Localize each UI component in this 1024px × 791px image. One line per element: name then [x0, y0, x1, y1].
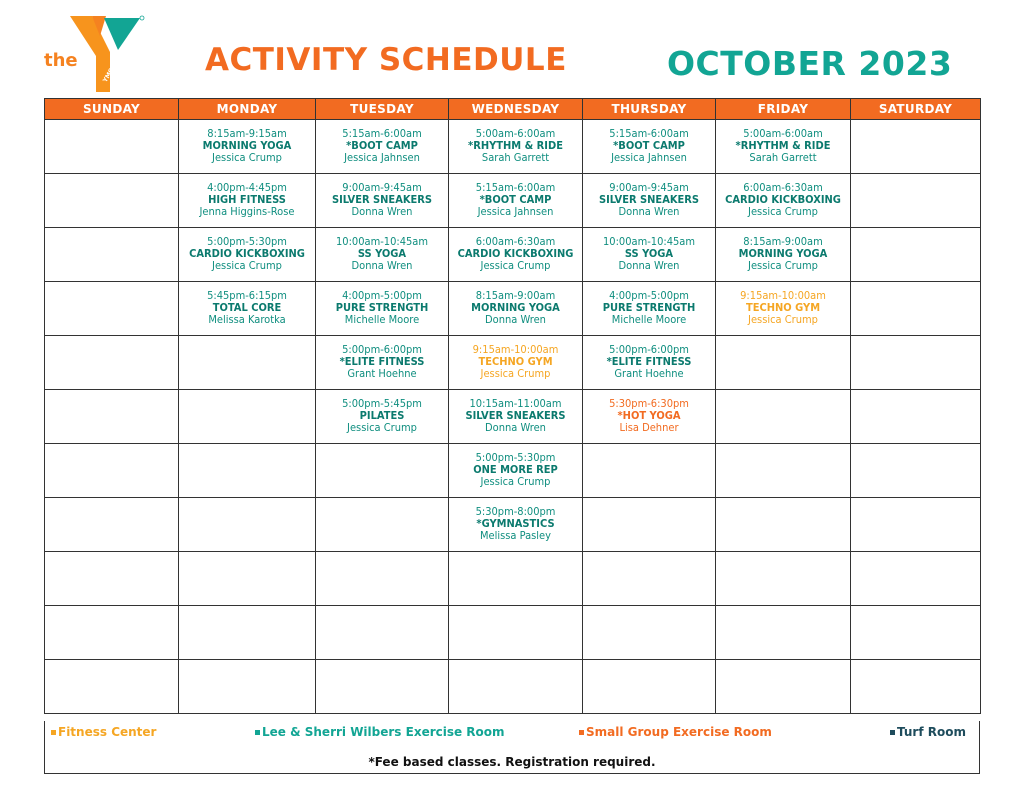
class-name: SILVER SNEAKERS — [331, 193, 433, 206]
schedule-cell-wednesday — [449, 282, 583, 336]
schedule-cell-friday — [716, 282, 851, 336]
schedule-cell-monday — [179, 606, 316, 660]
day-header-friday: FRIDAY — [716, 99, 851, 120]
schedule-cell-thursday — [583, 606, 716, 660]
class-entry — [583, 228, 715, 272]
class-name: PURE STRENGTH — [335, 301, 429, 314]
schedule-cell-saturday — [851, 498, 981, 552]
schedule-cell-tuesday — [316, 660, 449, 714]
class-name: MORNING YOGA — [471, 301, 560, 314]
class-entry — [316, 174, 448, 218]
class-instructor: Jessica Crump — [480, 259, 551, 272]
schedule-cell-saturday — [851, 336, 981, 390]
logo-the-text: the — [44, 50, 78, 71]
schedule-cell-saturday — [851, 228, 981, 282]
schedule-cell-monday — [179, 174, 316, 228]
schedule-cell-tuesday — [316, 552, 449, 606]
class-entry — [583, 336, 715, 380]
class-instructor: Jessica Crump — [347, 421, 417, 434]
schedule-cell-tuesday — [316, 228, 449, 282]
class-time: 5:00pm-5:45pm — [342, 397, 422, 410]
schedule-cell-saturday — [851, 552, 981, 606]
schedule-cell-thursday — [583, 498, 716, 552]
class-instructor: Jenna Higgins-Rose — [199, 205, 295, 218]
schedule-cell-sunday — [45, 498, 179, 552]
class-instructor: Jessica Jahnsen — [611, 151, 687, 164]
legend-square-icon — [890, 730, 895, 735]
class-time: 4:00pm-4:45pm — [207, 181, 287, 194]
schedule-cell-monday — [179, 336, 316, 390]
schedule-cell-sunday — [45, 390, 179, 444]
schedule-cell-sunday — [45, 336, 179, 390]
class-instructor: Donna Wren — [485, 421, 546, 434]
schedule-cell-sunday — [45, 444, 179, 498]
legend-label: Small Group Exercise Room — [586, 725, 772, 739]
class-instructor: Jessica Crump — [212, 259, 282, 272]
class-name: PURE STRENGTH — [602, 301, 696, 314]
schedule-cell-monday — [179, 552, 316, 606]
class-entry — [449, 282, 582, 326]
schedule-footer — [44, 721, 980, 774]
class-instructor: Grant Hoehne — [614, 367, 684, 380]
legend-turf-room — [890, 725, 966, 739]
schedule-row — [45, 660, 981, 714]
class-instructor: Sarah Garrett — [749, 151, 817, 164]
class-time: 5:45pm-6:15pm — [207, 289, 287, 302]
class-instructor: Michelle Moore — [344, 313, 420, 326]
schedule-cell-saturday — [851, 174, 981, 228]
class-time: 9:00am-9:45am — [342, 181, 422, 194]
logo-ymca-small: YMCA — [101, 63, 118, 84]
schedule-cell-friday — [716, 174, 851, 228]
class-time: 4:00pm-5:00pm — [342, 289, 422, 302]
day-header-sunday: SUNDAY — [45, 99, 179, 120]
class-instructor: Jessica Jahnsen — [344, 151, 420, 164]
schedule-row — [45, 552, 981, 606]
schedule-cell-tuesday — [316, 174, 449, 228]
class-entry — [179, 174, 315, 218]
class-time: 10:00am-10:45am — [602, 235, 695, 248]
class-instructor: Jessica Jahnsen — [477, 205, 554, 218]
class-time: 6:00am-6:30am — [743, 181, 823, 194]
class-name: SS YOGA — [624, 247, 674, 260]
class-instructor: Donna Wren — [618, 259, 680, 272]
class-instructor: Donna Wren — [351, 259, 413, 272]
class-name: ONE MORE REP — [473, 463, 558, 476]
schedule-cell-thursday — [583, 336, 716, 390]
class-entry — [449, 336, 582, 380]
class-name: TECHNO GYM — [745, 301, 821, 314]
schedule-cell-thursday — [583, 228, 716, 282]
schedule-cell-sunday — [45, 120, 179, 174]
class-name: MORNING YOGA — [202, 139, 292, 152]
schedule-row — [45, 390, 981, 444]
schedule-row — [45, 282, 981, 336]
class-instructor: Donna Wren — [485, 313, 546, 326]
schedule-cell-friday — [716, 390, 851, 444]
schedule-cell-friday — [716, 120, 851, 174]
class-entry — [583, 282, 715, 326]
class-name: CARDIO KICKBOXING — [725, 193, 841, 206]
schedule-cell-wednesday — [449, 498, 583, 552]
schedule-cell-monday — [179, 120, 316, 174]
legend-fitness-center — [51, 725, 156, 739]
schedule-row — [45, 120, 981, 174]
schedule-cell-wednesday — [449, 444, 583, 498]
class-entry — [716, 282, 850, 326]
schedule-cell-friday — [716, 228, 851, 282]
schedule-cell-tuesday — [316, 336, 449, 390]
schedule-cell-monday — [179, 390, 316, 444]
class-instructor: Jessica Crump — [480, 475, 551, 488]
schedule-row — [45, 444, 981, 498]
class-instructor: Sarah Garrett — [481, 151, 550, 164]
schedule-cell-tuesday — [316, 282, 449, 336]
schedule-cell-tuesday — [316, 390, 449, 444]
class-name: *ELITE FITNESS — [606, 355, 692, 368]
class-name: SILVER SNEAKERS — [465, 409, 566, 422]
schedule-row — [45, 228, 981, 282]
class-name: *BOOT CAMP — [346, 139, 418, 152]
class-time: 5:00pm-6:00pm — [609, 343, 689, 356]
schedule-cell-friday — [716, 552, 851, 606]
schedule-cell-wednesday — [449, 606, 583, 660]
day-header-tuesday: TUESDAY — [316, 99, 449, 120]
class-time: 5:00am-6:00am — [475, 127, 556, 140]
schedule-cell-monday — [179, 444, 316, 498]
schedule-cell-tuesday — [316, 606, 449, 660]
class-instructor: Jessica Crump — [748, 205, 818, 218]
schedule-table — [44, 98, 981, 714]
schedule-cell-sunday — [45, 552, 179, 606]
class-instructor: Donna Wren — [618, 205, 680, 218]
schedule-cell-friday — [716, 606, 851, 660]
class-time: 5:00pm-5:30pm — [207, 235, 287, 248]
class-time: 10:00am-10:45am — [335, 235, 428, 248]
schedule-row — [45, 336, 981, 390]
day-header-saturday: SATURDAY — [851, 99, 981, 120]
class-time: 5:00pm-6:00pm — [342, 343, 422, 356]
class-time: 9:15am-10:00am — [740, 289, 826, 302]
schedule-cell-friday — [716, 498, 851, 552]
class-instructor: Melissa Pasley — [479, 529, 552, 542]
class-time: 5:30pm-6:30pm — [609, 397, 689, 410]
schedule-cell-monday — [179, 282, 316, 336]
class-entry — [583, 174, 715, 218]
class-name: *BOOT CAMP — [613, 139, 685, 152]
class-entry — [179, 228, 315, 272]
class-time: 9:00am-9:45am — [609, 181, 689, 194]
class-name: *GYMNASTICS — [476, 517, 555, 530]
class-instructor: Grant Hoehne — [347, 367, 417, 380]
class-time: 4:00pm-5:00pm — [609, 289, 689, 302]
fee-note: *Fee based classes. Registration required. — [368, 755, 656, 769]
class-entry — [449, 174, 582, 218]
class-instructor: Jessica Crump — [748, 259, 818, 272]
legend-label: Turf Room — [897, 725, 966, 739]
class-entry — [449, 120, 582, 164]
legend-square-icon — [579, 730, 584, 735]
schedule-cell-thursday — [583, 444, 716, 498]
class-instructor: Melissa Karotka — [208, 313, 286, 326]
schedule-cell-sunday — [45, 606, 179, 660]
class-entry — [316, 120, 448, 164]
class-name: SILVER SNEAKERS — [598, 193, 700, 206]
class-time: 8:15am-9:00am — [743, 235, 823, 248]
schedule-cell-sunday — [45, 282, 179, 336]
schedule-row — [45, 174, 981, 228]
schedule-cell-thursday — [583, 120, 716, 174]
class-instructor: Jessica Crump — [212, 151, 282, 164]
schedule-cell-thursday — [583, 552, 716, 606]
schedule-cell-saturday — [851, 606, 981, 660]
class-time: 5:15am-6:00am — [342, 127, 422, 140]
schedule-cell-sunday — [45, 228, 179, 282]
class-instructor: Jessica Crump — [748, 313, 818, 326]
class-instructor: Donna Wren — [351, 205, 413, 218]
schedule-cell-wednesday — [449, 174, 583, 228]
class-time: 5:00pm-5:30pm — [475, 451, 556, 464]
legend-label: Lee & Sherri Wilbers Exercise Room — [262, 725, 505, 739]
schedule-cell-wednesday — [449, 336, 583, 390]
class-name: TECHNO GYM — [478, 355, 553, 368]
class-instructor: Michelle Moore — [611, 313, 687, 326]
class-time: 5:15am-6:00am — [475, 181, 556, 194]
month-title: OCTOBER 2023 — [667, 44, 953, 83]
class-entry — [316, 390, 448, 434]
class-name: *RHYTHM & RIDE — [735, 139, 831, 152]
schedule-cell-saturday — [851, 120, 981, 174]
class-entry — [449, 498, 582, 542]
class-entry — [449, 444, 582, 488]
class-time: 10:15am-11:00am — [469, 397, 562, 410]
class-instructor: Lisa Dehner — [619, 421, 679, 434]
schedule-cell-sunday — [45, 660, 179, 714]
schedule-cell-tuesday — [316, 444, 449, 498]
class-time: 9:15am-10:00am — [472, 343, 559, 356]
class-instructor: Jessica Crump — [480, 367, 551, 380]
class-name: *ELITE FITNESS — [339, 355, 425, 368]
class-time: 6:00am-6:30am — [475, 235, 556, 248]
class-name: *RHYTHM & RIDE — [468, 139, 563, 152]
class-time: 8:15am-9:00am — [475, 289, 556, 302]
class-name: CARDIO KICKBOXING — [189, 247, 305, 260]
class-time: 8:15am-9:15am — [207, 127, 287, 140]
schedule-cell-wednesday — [449, 120, 583, 174]
schedule-cell-thursday — [583, 390, 716, 444]
page-title: ACTIVITY SCHEDULE — [205, 42, 567, 78]
logo-y-teal — [104, 18, 140, 50]
class-entry — [316, 228, 448, 272]
schedule-row — [45, 606, 981, 660]
schedule-cell-saturday — [851, 444, 981, 498]
legend-label: Fitness Center — [58, 725, 157, 739]
class-time: 5:00am-6:00am — [743, 127, 823, 140]
schedule-cell-wednesday — [449, 660, 583, 714]
schedule-cell-thursday — [583, 660, 716, 714]
schedule-cell-monday — [179, 660, 316, 714]
class-name: CARDIO KICKBOXING — [457, 247, 574, 260]
schedule-cell-sunday — [45, 174, 179, 228]
schedule-cell-wednesday — [449, 390, 583, 444]
legend-exercise-room — [255, 725, 505, 739]
schedule-cell-saturday — [851, 390, 981, 444]
day-header-row — [45, 99, 981, 120]
class-entry — [449, 390, 582, 434]
class-name: *HOT YOGA — [617, 409, 681, 422]
schedule-row — [45, 498, 981, 552]
class-name: MORNING YOGA — [738, 247, 828, 260]
class-name: TOTAL CORE — [212, 301, 282, 314]
day-header-wednesday: WEDNESDAY — [449, 99, 583, 120]
class-name: *BOOT CAMP — [479, 193, 552, 206]
class-entry — [716, 174, 850, 218]
schedule-cell-tuesday — [316, 498, 449, 552]
schedule-body — [45, 120, 981, 714]
schedule-cell-tuesday — [316, 120, 449, 174]
schedule-cell-wednesday — [449, 552, 583, 606]
class-time: 5:30pm-8:00pm — [475, 505, 556, 518]
class-name: SS YOGA — [357, 247, 407, 260]
schedule-cell-monday — [179, 498, 316, 552]
legend-square-icon — [51, 730, 56, 735]
legend-square-icon — [255, 730, 260, 735]
schedule-cell-wednesday — [449, 228, 583, 282]
day-header-monday: MONDAY — [179, 99, 316, 120]
class-entry — [179, 120, 315, 164]
schedule-cell-friday — [716, 444, 851, 498]
class-entry — [316, 282, 448, 326]
class-time: 5:15am-6:00am — [609, 127, 689, 140]
class-entry — [716, 120, 850, 164]
class-entry — [449, 228, 582, 272]
schedule-cell-thursday — [583, 174, 716, 228]
schedule-cell-thursday — [583, 282, 716, 336]
class-name: HIGH FITNESS — [208, 193, 286, 206]
schedule-cell-monday — [179, 228, 316, 282]
class-entry — [583, 120, 715, 164]
class-entry — [179, 282, 315, 326]
class-entry — [583, 390, 715, 434]
day-header-thursday: THURSDAY — [583, 99, 716, 120]
schedule-cell-saturday — [851, 282, 981, 336]
schedule-cell-saturday — [851, 660, 981, 714]
schedule-cell-friday — [716, 660, 851, 714]
class-entry — [716, 228, 850, 272]
legend-small-group-room — [579, 725, 772, 739]
class-name: PILATES — [359, 409, 405, 422]
schedule-cell-friday — [716, 336, 851, 390]
class-entry — [316, 336, 448, 380]
